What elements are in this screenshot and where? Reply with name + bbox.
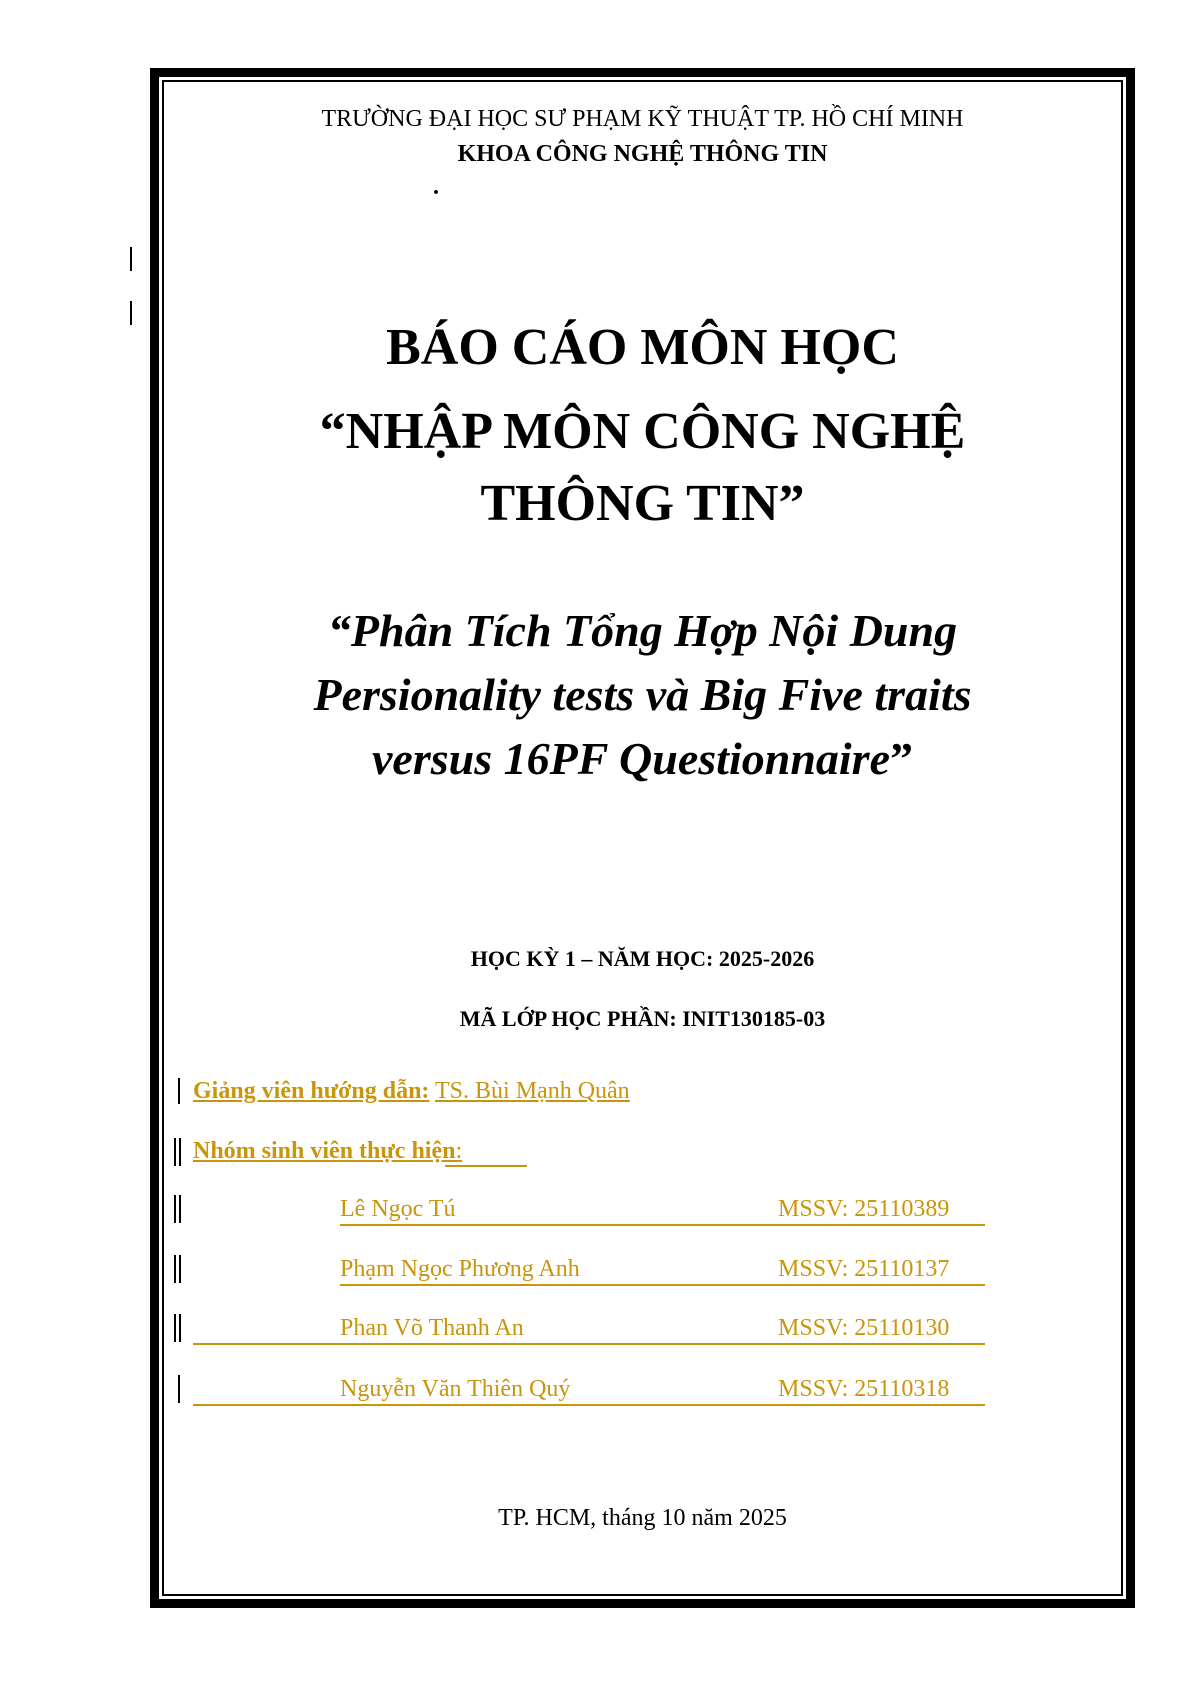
change-bar <box>174 1138 176 1166</box>
university-name: TRƯỜNG ĐẠI HỌC SƯ PHẠM KỸ THUẬT TP. HỒ CHÍ MINH <box>321 106 964 132</box>
semester-info: HỌC KỲ 1 – NĂM HỌC: 2025-2026 <box>470 946 815 971</box>
member-mssv: MSSV: 25110137 <box>778 1256 950 1282</box>
underline <box>193 1343 985 1345</box>
member-name: Phan Võ Thanh An <box>340 1315 524 1341</box>
change-bar <box>179 1195 181 1223</box>
underline <box>340 1224 985 1226</box>
report-title-line3: THÔNG TIN” <box>480 475 805 532</box>
instructor-line <box>193 1078 630 1105</box>
underline <box>340 1284 985 1286</box>
change-bar <box>179 1314 181 1342</box>
group-label: Nhóm sinh viên thực hiện <box>193 1138 456 1164</box>
change-bar <box>174 1314 176 1342</box>
report-title-line1: BÁO CÁO MÔN HỌC <box>386 319 899 376</box>
underline <box>193 1404 985 1406</box>
member-mssv: MSSV: 25110130 <box>778 1315 950 1341</box>
page-border <box>150 68 1135 1608</box>
change-bar <box>178 1078 180 1104</box>
change-bar <box>130 247 132 271</box>
group-line: Nhóm sinh viên thực hiện: <box>193 1138 463 1164</box>
change-bar <box>174 1195 176 1223</box>
change-bar <box>174 1255 176 1283</box>
member-mssv: MSSV: 25110318 <box>778 1376 950 1402</box>
underline <box>445 1165 527 1167</box>
instructor-label: Giảng viên hướng dẫn: <box>193 1078 430 1104</box>
member-name: Lê Ngọc Tú <box>340 1196 456 1222</box>
date-line: TP. HCM, tháng 10 năm 2025 <box>498 1505 787 1531</box>
member-name: Nguyễn Văn Thiên Quý <box>340 1376 571 1402</box>
change-bar <box>179 1255 181 1283</box>
member-mssv: MSSV: 25110389 <box>778 1196 950 1222</box>
faculty-name: KHOA CÔNG NGHỆ THÔNG TIN <box>457 141 828 167</box>
member-name: Phạm Ngọc Phương Anh <box>340 1256 580 1282</box>
subtitle-line3: versus 16PF Questionnaire” <box>371 733 914 784</box>
change-bar <box>178 1375 180 1403</box>
change-bar <box>130 301 132 325</box>
subtitle-line1: “Phân Tích Tổng Hợp Nội Dung <box>327 605 958 656</box>
report-title-line2: “NHẬP MÔN CÔNG NGHỆ <box>319 403 966 460</box>
stray-dot: . <box>433 174 439 200</box>
class-code: MÃ LỚP HỌC PHẦN: INIT130185-03 <box>459 1006 826 1031</box>
instructor-name: TS. Bùi Mạnh Quân <box>435 1078 630 1104</box>
subtitle-line2: Persionality tests và Big Five traits <box>313 669 972 720</box>
change-bar <box>179 1138 181 1166</box>
